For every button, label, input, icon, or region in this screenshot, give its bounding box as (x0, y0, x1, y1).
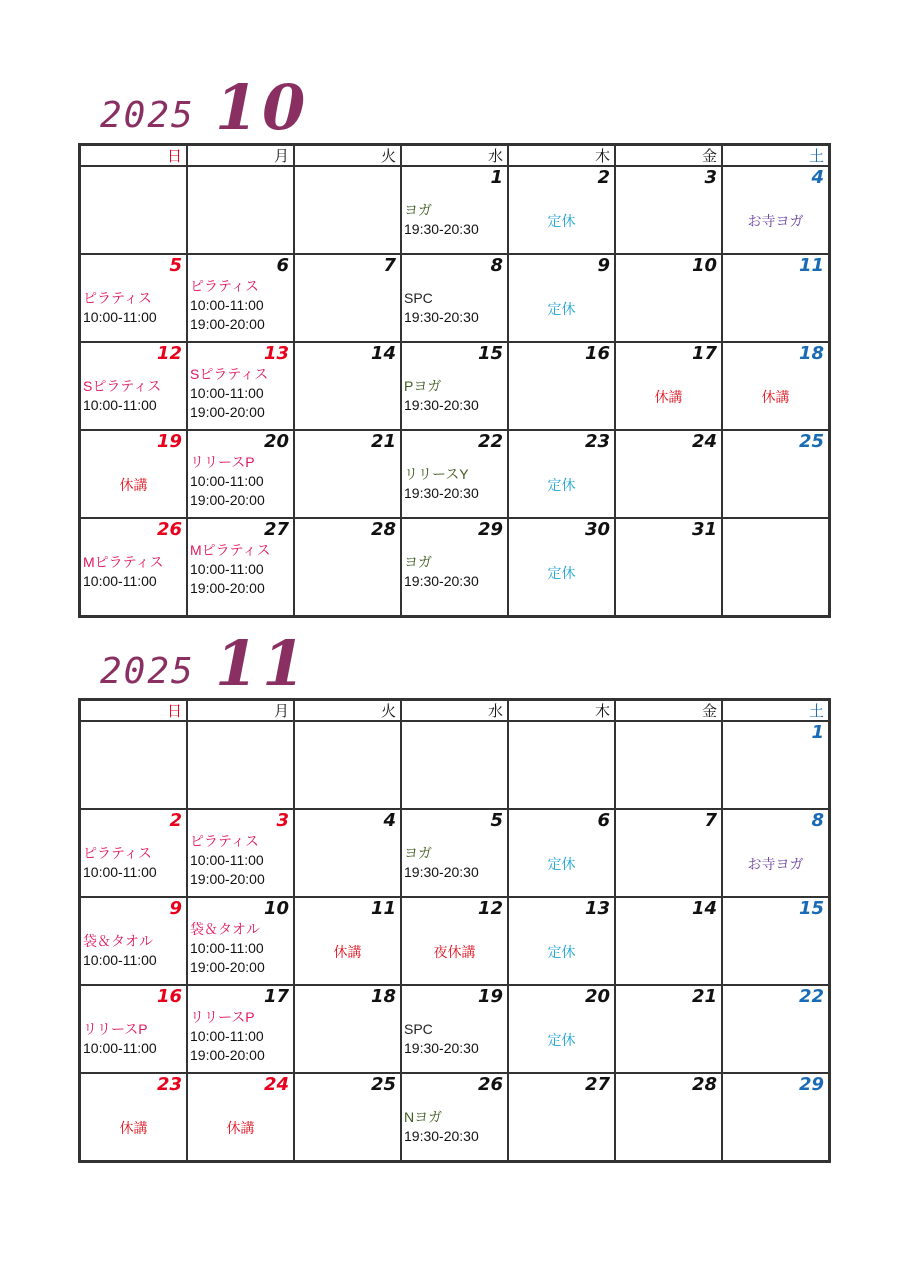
class-event (404, 465, 479, 503)
day-cell[interactable] (294, 518, 401, 617)
class-time: 10:00-11:00 (190, 473, 264, 489)
class-event (83, 844, 157, 882)
class-time: 10:00-11:00 (83, 1040, 157, 1056)
day-cell[interactable] (508, 342, 615, 430)
day-number: 5 (169, 255, 182, 276)
day-cell[interactable] (401, 254, 508, 342)
day-cell[interactable] (722, 721, 830, 809)
day-cell[interactable] (187, 430, 294, 518)
class-name: ピラティス (190, 833, 259, 849)
class-time: 19:30-20:30 (404, 1040, 479, 1056)
day-number: 12 (156, 343, 182, 364)
day-cell[interactable] (80, 721, 188, 809)
day-number: 24 (263, 1074, 289, 1095)
day-number: 17 (691, 343, 717, 364)
calendar-grid (78, 143, 831, 618)
class-event (404, 1108, 479, 1146)
class-name: Mピラティス (190, 542, 271, 558)
class-time: 10:00-11:00 (83, 309, 157, 325)
day-number: 11 (798, 255, 824, 276)
day-number: 22 (798, 986, 824, 1007)
class-event (190, 541, 271, 598)
day-cell[interactable] (187, 721, 294, 809)
class-event (404, 377, 479, 415)
week-row (80, 985, 830, 1073)
class-event (404, 844, 479, 882)
day-cell[interactable] (508, 430, 615, 518)
class-event (190, 920, 265, 977)
class-event (83, 289, 157, 327)
day-number: 13 (584, 898, 610, 919)
day-number: 8 (490, 255, 503, 276)
day-number: 7 (383, 255, 396, 276)
class-name: Pヨガ (404, 378, 442, 394)
class-time: 10:00-11:00 (190, 561, 264, 577)
day-cell[interactable] (401, 985, 508, 1073)
day-note: 定休 (547, 566, 576, 582)
day-number: 1 (811, 722, 824, 743)
class-time: 10:00-11:00 (83, 397, 157, 413)
day-cell[interactable] (615, 809, 722, 897)
day-note: 休講 (654, 390, 683, 406)
class-event (83, 377, 161, 415)
day-cell[interactable] (722, 897, 830, 985)
day-cell[interactable] (722, 166, 830, 254)
class-event (83, 932, 157, 970)
weekday-label: 火 (294, 145, 401, 167)
week-row (80, 1073, 830, 1162)
class-event (404, 553, 479, 591)
day-cell[interactable] (722, 518, 830, 617)
day-cell[interactable] (722, 809, 830, 897)
day-cell[interactable] (722, 985, 830, 1073)
class-name: ピラティス (83, 845, 152, 861)
day-number: 2 (597, 167, 610, 188)
day-cell[interactable] (401, 430, 508, 518)
weekday-label: 月 (187, 700, 294, 722)
day-cell[interactable] (401, 1073, 508, 1162)
class-name: ヨガ (404, 845, 432, 861)
day-cell[interactable] (508, 254, 615, 342)
day-cell[interactable] (615, 985, 722, 1073)
weekday-label: 日 (80, 700, 188, 722)
class-time-evening: 19:00-20:00 (190, 316, 265, 332)
day-note: お寺ヨガ (747, 857, 804, 873)
week-row (80, 342, 830, 430)
day-cell[interactable] (401, 809, 508, 897)
day-cell[interactable] (508, 518, 615, 617)
class-time: 19:30-20:30 (404, 573, 479, 589)
day-number: 23 (584, 431, 610, 452)
class-time-evening: 19:00-20:00 (190, 959, 265, 975)
weekday-label: 金 (615, 700, 722, 722)
day-note: 休講 (119, 478, 148, 494)
day-number: 3 (704, 167, 717, 188)
class-name: ヨガ (404, 202, 432, 218)
day-cell[interactable] (615, 430, 722, 518)
day-number: 10 (691, 255, 717, 276)
class-name: ピラティス (190, 278, 259, 294)
week-row (80, 897, 830, 985)
day-cell[interactable] (615, 721, 722, 809)
class-time: 10:00-11:00 (190, 385, 264, 401)
week-row (80, 254, 830, 342)
class-name: SPC (404, 1021, 433, 1037)
day-cell[interactable] (722, 430, 830, 518)
class-time: 10:00-11:00 (190, 1028, 264, 1044)
weekday-label: 木 (508, 145, 615, 167)
weekday-header (80, 145, 830, 167)
day-cell[interactable] (187, 166, 294, 254)
day-cell[interactable] (187, 985, 294, 1073)
day-number: 14 (370, 343, 396, 364)
day-note: 定休 (547, 1033, 576, 1049)
day-note: 定休 (547, 214, 576, 230)
class-event (190, 1008, 265, 1065)
day-cell[interactable] (294, 897, 401, 985)
class-name: 袋＆タオル (83, 933, 153, 949)
weekday-label: 金 (615, 145, 722, 167)
weekday-label: 木 (508, 700, 615, 722)
day-number: 4 (811, 167, 824, 188)
class-name: リリースP (83, 1021, 148, 1037)
weekday-label: 土 (722, 700, 830, 722)
day-number: 21 (691, 986, 717, 1007)
weekday-label: 水 (401, 700, 508, 722)
day-number: 18 (798, 343, 824, 364)
class-time: 10:00-11:00 (190, 297, 264, 313)
day-note: 休講 (333, 945, 362, 961)
day-number: 5 (490, 810, 503, 831)
day-number: 19 (477, 986, 503, 1007)
calendar-grid (78, 698, 831, 1163)
day-number: 23 (156, 1074, 182, 1095)
day-cell[interactable] (80, 1073, 188, 1162)
day-number: 10 (263, 898, 289, 919)
day-note: 休講 (119, 1121, 148, 1137)
week-row (80, 809, 830, 897)
day-cell[interactable] (294, 254, 401, 342)
day-cell[interactable] (401, 518, 508, 617)
day-number: 15 (477, 343, 503, 364)
class-event (190, 453, 265, 510)
day-cell[interactable] (294, 721, 401, 809)
day-cell[interactable] (401, 166, 508, 254)
day-cell[interactable] (508, 809, 615, 897)
class-name: リリースP (190, 1009, 255, 1025)
class-name: ヨガ (404, 554, 432, 570)
day-cell[interactable] (294, 809, 401, 897)
class-event (404, 1020, 479, 1058)
day-number: 6 (276, 255, 289, 276)
day-cell[interactable] (187, 342, 294, 430)
weekday-label: 月 (187, 145, 294, 167)
day-number: 19 (156, 431, 182, 452)
day-cell[interactable] (615, 518, 722, 617)
weekday-label: 火 (294, 700, 401, 722)
class-event (190, 832, 265, 889)
day-cell[interactable] (615, 342, 722, 430)
week-row (80, 430, 830, 518)
day-cell[interactable] (187, 809, 294, 897)
day-number: 27 (584, 1074, 610, 1095)
day-number: 13 (263, 343, 289, 364)
year-label: 2025 (100, 651, 195, 692)
day-number: 29 (477, 519, 503, 540)
day-note: 定休 (547, 945, 576, 961)
day-cell[interactable] (615, 897, 722, 985)
day-cell[interactable] (508, 1073, 615, 1162)
day-cell[interactable] (722, 254, 830, 342)
month-label: 11 (215, 627, 310, 700)
day-note: 定休 (547, 857, 576, 873)
day-cell[interactable] (187, 897, 294, 985)
day-note: 休講 (761, 390, 790, 406)
day-cell[interactable] (401, 721, 508, 809)
day-number: 28 (370, 519, 396, 540)
day-number: 28 (691, 1074, 717, 1095)
day-number: 22 (477, 431, 503, 452)
class-name: Sピラティス (190, 366, 269, 382)
day-number: 17 (263, 986, 289, 1007)
class-time-evening: 19:00-20:00 (190, 1047, 265, 1063)
class-name: Sピラティス (83, 378, 162, 394)
week-row (80, 166, 830, 254)
day-number: 9 (597, 255, 610, 276)
day-number: 20 (584, 986, 610, 1007)
day-note: お寺ヨガ (747, 214, 804, 230)
day-number: 11 (370, 898, 396, 919)
weekday-header (80, 700, 830, 722)
day-number: 30 (584, 519, 610, 540)
class-time: 19:30-20:30 (404, 485, 479, 501)
week-row (80, 518, 830, 617)
day-number: 4 (383, 810, 396, 831)
day-number: 16 (584, 343, 610, 364)
day-cell[interactable] (401, 897, 508, 985)
weekday-label: 日 (80, 145, 188, 167)
class-time: 10:00-11:00 (83, 864, 157, 880)
class-name: Nヨガ (404, 1109, 443, 1125)
day-cell[interactable] (294, 430, 401, 518)
day-cell[interactable] (615, 166, 722, 254)
class-time-evening: 19:00-20:00 (190, 580, 265, 596)
day-cell[interactable] (508, 721, 615, 809)
day-number: 8 (811, 810, 824, 831)
day-number: 12 (477, 898, 503, 919)
class-event (404, 289, 479, 327)
day-cell[interactable] (401, 342, 508, 430)
class-time: 10:00-11:00 (83, 952, 157, 968)
day-cell[interactable] (80, 166, 188, 254)
day-cell[interactable] (294, 985, 401, 1073)
class-time: 19:30-20:30 (404, 864, 479, 880)
class-name: Mピラティス (83, 554, 164, 570)
day-cell[interactable] (722, 342, 830, 430)
day-number: 3 (276, 810, 289, 831)
class-time-evening: 19:00-20:00 (190, 492, 265, 508)
day-number: 7 (704, 810, 717, 831)
class-time: 19:30-20:30 (404, 1128, 479, 1144)
class-event (83, 1020, 157, 1058)
day-cell[interactable] (508, 985, 615, 1073)
class-name: SPC (404, 290, 433, 306)
day-number: 25 (370, 1074, 396, 1095)
day-number: 31 (691, 519, 717, 540)
weekday-label: 水 (401, 145, 508, 167)
class-name: リリースY (404, 466, 469, 482)
day-number: 26 (156, 519, 182, 540)
class-event (190, 277, 265, 334)
class-name: 袋＆タオル (190, 921, 260, 937)
day-number: 29 (798, 1074, 824, 1095)
class-event (190, 365, 268, 422)
day-cell[interactable] (187, 518, 294, 617)
day-number: 24 (691, 431, 717, 452)
day-note: 休講 (226, 1121, 255, 1137)
class-event (83, 553, 164, 591)
class-time: 19:30-20:30 (404, 309, 479, 325)
day-number: 21 (370, 431, 396, 452)
weekday-label: 土 (722, 145, 830, 167)
day-cell[interactable] (722, 1073, 830, 1162)
day-number: 25 (798, 431, 824, 452)
day-cell[interactable] (508, 897, 615, 985)
class-time: 10:00-11:00 (83, 573, 157, 589)
day-cell[interactable] (80, 809, 188, 897)
day-number: 18 (370, 986, 396, 1007)
day-cell[interactable] (80, 518, 188, 617)
day-cell[interactable] (80, 342, 188, 430)
class-time: 10:00-11:00 (190, 940, 264, 956)
class-time-evening: 19:00-20:00 (190, 404, 265, 420)
day-number: 6 (597, 810, 610, 831)
day-cell[interactable] (615, 254, 722, 342)
day-cell[interactable] (294, 1073, 401, 1162)
day-number: 15 (798, 898, 824, 919)
year-label: 2025 (100, 95, 195, 136)
day-number: 27 (263, 519, 289, 540)
class-name: リリースP (190, 454, 255, 470)
class-event (404, 201, 479, 239)
day-cell[interactable] (80, 430, 188, 518)
day-cell[interactable] (508, 166, 615, 254)
day-number: 16 (156, 986, 182, 1007)
class-time: 10:00-11:00 (190, 852, 264, 868)
class-time: 19:30-20:30 (404, 221, 479, 237)
day-number: 20 (263, 431, 289, 452)
class-name: ピラティス (83, 290, 152, 306)
day-number: 26 (477, 1074, 503, 1095)
day-note: 夜休講 (433, 945, 476, 961)
day-note: 定休 (547, 302, 576, 318)
month-label: 10 (215, 71, 310, 144)
week-row (80, 721, 830, 809)
day-number: 14 (691, 898, 717, 919)
day-number: 2 (169, 810, 182, 831)
class-time-evening: 19:00-20:00 (190, 871, 265, 887)
day-number: 1 (490, 167, 503, 188)
day-cell[interactable] (187, 1073, 294, 1162)
class-time: 19:30-20:30 (404, 397, 479, 413)
day-cell[interactable] (80, 897, 188, 985)
day-cell[interactable] (80, 254, 188, 342)
day-cell[interactable] (80, 985, 188, 1073)
day-cell[interactable] (187, 254, 294, 342)
day-cell[interactable] (294, 342, 401, 430)
day-cell[interactable] (294, 166, 401, 254)
day-number: 9 (169, 898, 182, 919)
day-note: 定休 (547, 478, 576, 494)
day-cell[interactable] (615, 1073, 722, 1162)
